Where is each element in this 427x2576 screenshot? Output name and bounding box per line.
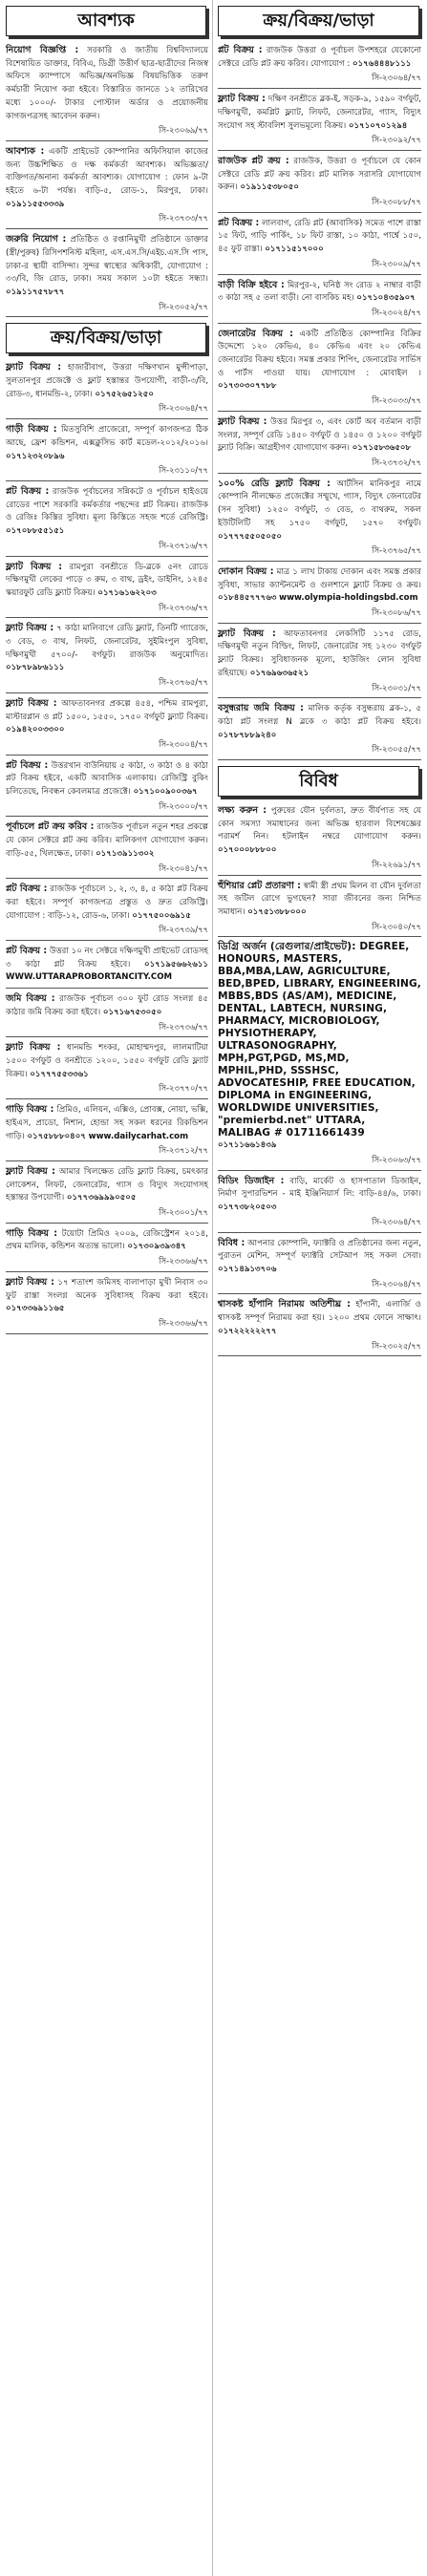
ad-headline: বিডিং ডিজাইন : — [218, 1175, 285, 1186]
ad-headline: ফ্ল্যাট বিক্রয় : — [6, 1042, 61, 1054]
ad-reference: সি-২৩০৪০/৭৭ — [372, 921, 421, 931]
ad-website: www.olympia-holdingsbd.com — [279, 593, 418, 604]
classified-ad — [4, 361, 210, 415]
ad-headline: ফ্ল্যাট বিক্রয় : — [6, 1165, 55, 1177]
ad-body: মিরপুর-২, ঘনিষ্ঠ সং রোড ২ নাম্বার বাড়ী ৩ কাঠা সহ ৫ তলা বাড়ী। নো বাসকিচ মহ। — [218, 280, 422, 304]
section-banner-wanted: আবশ্যক — [6, 6, 206, 36]
classified-ad — [4, 820, 210, 875]
ad-phone: ০১৭৭৩৮২০৫০৩ — [218, 1203, 277, 1213]
right-ads-misc — [216, 804, 423, 1356]
ad-website: www.dailycarhat.com — [88, 1131, 189, 1141]
ad-headline: হুঁশিয়ার প্লেট প্রতারণা : — [218, 880, 301, 891]
ad-separator — [218, 875, 421, 876]
ad-separator — [218, 623, 421, 624]
ad-reference: সি-২৩০০০/৭৭ — [159, 800, 208, 811]
classified-ad — [216, 155, 423, 209]
ad-reference: সি-২৩০৬৪/৭৭ — [372, 73, 421, 83]
ad-body: প্রিমিও, এলিয়ন, এক্সিও, প্রোবক্স, নোয়া, ভক্সি, হাইএস, প্রাডো, নিশান, হোন্ডা সহ সকল ধরনের রিকন্ডিশন গাড়ি। — [6, 1105, 208, 1141]
left-column — [4, 0, 210, 2576]
ad-separator — [218, 1355, 421, 1356]
ad-body: উত্তরা ১০ নং সেক্টরে দক্ষিণমুখী প্রাইভেট রোডসহ ৩ কাঠা প্লট বিক্রয় হইবে। — [6, 947, 209, 969]
ad-phone: ০১৭৩০৩০৭৭৮৮ — [218, 381, 277, 392]
ad-body: আর্টসিন মানিকপুর নামে কোম্পানি নীলক্ষেত প্রজেক্টের সম্মুখে, গ্যাস, বিদ্যুৎ জেনারেটর (সন সুবিধা) ১২৫০ বর্গফুট, ৩ বেড, ৩ বাথরুম, সকল ইউটিলিটি সহ ১৭৫০ বর্গফুট, ১৫৭০ বর্গফুট। — [218, 479, 421, 528]
ad-reference: সি-২৩৭৩৬/৭৭ — [159, 602, 208, 612]
ad-phone: ০১৭১৬৭৫৩০৫০ — [102, 1007, 162, 1017]
ad-reference: সি-২৩৭৩৩/৭৭ — [159, 213, 208, 224]
ad-phone: ০১৮৪৪৫৭৭৭৬৩ — [218, 593, 277, 604]
ad-separator — [218, 1293, 421, 1294]
ad-body: রাজউক পূর্বাচল ৩০০ ফুট রোড সংলগ্ন ৪৫ কাঠার জমি বিক্রয় করা হইবে। — [6, 994, 208, 1017]
ad-separator — [218, 411, 421, 412]
ad-body: ধানমন্ডি শংকর, মোহাম্মদপুর, লালমাটিয়া ১৫০০ বর্গফুট ও বনশ্রীতে ১২০০, ১৫৫০ বর্গফুট রেডি ফ্ল্যাট বিক্রয়। — [6, 1043, 209, 1079]
ad-headline: ফ্ল্যাট বিক্রয় : — [6, 623, 54, 634]
ad-headline: জেনারেটর বিক্রয় : — [218, 328, 293, 339]
ad-phone: ০১৭১১৬৬১৪৩৯ — [218, 1140, 277, 1151]
ad-separator — [218, 936, 421, 937]
ad-separator — [218, 561, 421, 562]
ad-separator — [6, 228, 208, 229]
ad-reference: সি-২৩০৩১/৭৭ — [372, 682, 421, 692]
ad-reference: সি-২৩৭৬৫/৭৭ — [372, 545, 421, 556]
ad-reference: সি-২৩৭৩২/৭৭ — [372, 457, 421, 467]
classified-ad — [216, 478, 423, 558]
ad-headline: ফ্ল্যাট বিক্রয় : — [6, 1276, 54, 1288]
ad-headline: লক্ষ্য করুন : — [218, 805, 267, 817]
ad-body: আফতাবনগর প্রকল্পে ৪৫৪, পশ্চিম রামপুরা, মাস্টারপ্লান ও প্লট ১৫০০, ১৫৫০, ১৭৫০ বর্গফুট ফ্ল্যাট বিক্রয়। — [6, 698, 208, 722]
ad-phone: ০১৯৪২০০৩৩০০ — [6, 725, 65, 735]
classified-ad — [4, 1227, 210, 1268]
ad-reference: সি-২৩০০৪/৭৭ — [159, 738, 208, 749]
classified-ad — [4, 759, 210, 814]
classified-ad — [4, 1103, 210, 1158]
ad-reference: সি-২৩৩৬৬/৭৭ — [159, 1317, 208, 1328]
classified-ad — [4, 1276, 210, 1331]
ad-phone: ০১৯১১৫৩৮০৫০ — [240, 182, 299, 193]
ad-separator — [6, 1271, 208, 1272]
classified-ad — [4, 622, 210, 690]
classified-ad — [4, 485, 210, 553]
right-column — [216, 0, 423, 2576]
classified-ad — [216, 93, 423, 147]
classified-ad — [216, 880, 423, 934]
classified-ad — [4, 145, 210, 225]
ad-reference: সি-২৩০২৪/৭৭ — [372, 307, 421, 317]
classified-ad — [216, 941, 423, 1166]
ad-phone: ০১৭১২৩২০৮৯৬ — [6, 451, 65, 461]
ad-separator — [6, 617, 208, 618]
ad-reference: সি-২৩০৬৪/৭৭ — [372, 1216, 421, 1226]
ad-headline: ফ্ল্যাট বিক্রয় : — [218, 628, 276, 639]
ad-separator — [6, 1036, 208, 1037]
ad-phone: ০১৭১১৫১৭০০০ — [265, 245, 324, 255]
classified-ad — [216, 328, 423, 408]
classified-ad — [216, 1237, 423, 1291]
ad-body: স্বামী স্ত্রী প্রথম মিলন বা যৌন দুর্বলতা সহ জটিল রোগে ভুগছেন? সারা জীবনের জন্য নিশ্চিত সমাধান। — [218, 881, 421, 917]
ad-phone: ০১৭০৮৮৫৫১৫১ — [6, 526, 65, 537]
ad-body: রাজউক পূর্বাচল নতুন শহর প্রকল্পে যে কোন সেক্টরে প্লট ক্রয় করিব। মালিকগণ যোগাযোগ করুন। বাড়ি-৫৫, খিলক্ষেত, ঢাকা। — [6, 822, 208, 859]
classified-ad — [216, 804, 423, 872]
classified-ad — [216, 415, 423, 470]
ad-reference: সি-২৩৭১২/৭৭ — [159, 1145, 208, 1156]
ad-body: রাজউক উত্তরা ও পূর্বাচল উপশহরে যেকোনো সেক্টরে রেডি প্লট ক্রয় করিব। যোগাযোগ : — [218, 46, 421, 69]
ad-headline: গাড়ি বিক্রয় : — [6, 1227, 57, 1239]
ad-headline: প্লট বিক্রয় : — [6, 946, 48, 957]
ad-phone: ০১৯১১৭৫৭৮৭৭ — [6, 287, 65, 297]
right-ads-buy-sell — [216, 44, 423, 760]
ad-separator — [6, 140, 208, 141]
ad-headline: প্লট বিক্রয় : — [6, 884, 48, 895]
ad-reference: সি-২৩৩৬৬/৭৭ — [159, 1256, 208, 1267]
ad-headline: বসুন্ধরায় জমি বিক্রয় : — [218, 703, 304, 714]
ad-reference: সি-২৩৭৩৬/৭৭ — [159, 1021, 208, 1032]
ad-reference: সি-২৩০৫৫/৭৭ — [372, 744, 421, 755]
ad-reference: সি-২৩১১০/৭৭ — [159, 465, 208, 476]
ad-separator — [6, 1098, 208, 1099]
ad-website: WWW.UTTARAPROBORTANCITY.COM — [6, 972, 173, 983]
classified-ad — [4, 697, 210, 752]
classified-ad — [4, 423, 210, 478]
ad-headline: ফ্ল্যাট বিক্রয় : — [6, 697, 57, 709]
ad-headline: প্লট বিক্রয় : — [218, 45, 263, 55]
ad-body: ৭ কাঠা মালিবাগে রেডি ফ্ল্যাট, তিনটি গ্যারেজ, ৩ বেড, ৩ বাথ, লিফট, জেনারেটর, সুইমিংপুল সুবিধা, দক্ষিণমুখী ৫৭০০/- বর্গফুট। রাজউক অনুমোদিত। — [6, 624, 208, 660]
ad-separator — [6, 755, 208, 756]
ad-headline: আবশ্যক : — [6, 145, 45, 157]
ad-body: লালবাগ, রেডি প্লট (আবাসিক) সমেত পাশে রাস্তা ১৫ ফিট, গাড়ি পার্কিং, ১৮ ফিট রাস্তা, ১০ কাঠা, পার্শ্বে ১৫০, ৪৫ ফুট রাস্তা। — [218, 218, 422, 255]
ad-separator — [218, 274, 421, 275]
ad-phone: ০১৭৫৮৮৮০৪০৭ — [27, 1131, 86, 1141]
ad-body: হাজারীবাগ, উত্তরা দক্ষিণখান মুন্সীপাড়া, সুলতানপুর প্রজেক্টে ও ফ্লাট হস্তান্তর উপযোগী, বাড়ী-৩/বি, রোড-৩, ধানমন্ডি-২, ঢাকা। — [6, 363, 209, 399]
ad-phone: ০১৭১০০৯০০৩৬৭ — [133, 787, 198, 798]
classified-ad — [4, 44, 210, 138]
ad-phone: ০১৭৬৪৪৪৮১১১ — [352, 58, 412, 69]
ad-separator — [6, 816, 208, 817]
ad-reference: সি-২৩০০৯/৭৭ — [372, 258, 421, 268]
ad-phone: ০১৭১৬১৬২২০৩ — [97, 587, 157, 598]
classified-ad — [4, 883, 210, 937]
ad-phone: ০১৮৭৮৯৮৬১১১ — [6, 663, 65, 673]
ad-body: মাত্র ১ লাখ টাকায় দোকান এবং সমস্ত প্রকার সুবিধা, সাভার ক্যান্টনমেন্ট ও গুলশানে ফ্ল্যাট বিক্রয় ও ক্রয়। — [218, 566, 421, 590]
ad-body: মালিক কর্তৃক বসুন্ধরায় ব্লক-১, ৫ কাঠা প্লট সংলগ্ন N ব্লকে ৩ কাঠা প্লট বিক্রয় হইবে। — [218, 704, 422, 727]
ad-phone: ০১৭১৯৫৬৬২৬১১ — [144, 959, 208, 969]
classified-ad — [216, 1175, 423, 1229]
ad-phone: ০১৭৩৩৬৯১১৬৫ — [6, 1304, 65, 1314]
ad-phone: ০১৭৫২৬৫১২৫০ — [95, 389, 154, 399]
ad-separator — [218, 88, 421, 89]
ad-body: হাঁপানী, এলার্জি ও শ্বাসকষ্ট সম্পূর্ণ নিরাময় করা হয়। ১২০০ প্রথম ফোনে সাক্ষাৎ। — [218, 1300, 421, 1324]
classified-ad — [4, 992, 210, 1033]
ad-headline: বাড়ী বিক্রি হইবে : — [218, 279, 285, 290]
ad-phone: ০১৭২২২২২২৭৭ — [218, 1326, 277, 1336]
ad-phone: ০১৭৭৫০০৬৯১৫ — [132, 910, 191, 921]
ad-phone: ০১৭৭৭৫৫৩৩৬১ — [30, 1069, 89, 1079]
ad-separator — [218, 323, 421, 324]
ad-body: উত্তরখান বাউনিয়ায় ৫ কাঠা, ৩ কাঠা ও ৪ কাঠা প্লট বিক্রয় হইবে, একটি আবাসিক এলাকায়। রেজিস্ট্রি বুকিং চলিতেছে, নিবন্ধন কেবলমাত্র প্রজেক্টে। — [6, 760, 208, 798]
ad-body: প্রতিষ্ঠিত ও রপ্তানিমুখী প্রতিষ্ঠানে ডাক্তার (স্ত্রী/পুরুষ) রিসিপশনিস্ট মহিলা, এস.এস.সি/এইচ.এস.সি পাস, ঢাকা-র স্থায়ী বাসিন্দা। সুন্দর স্বাস্থ্যের অধিকারী, যোগাযোগ : ৩৩/বি, জি রোড, ঢাকা। সময় সকাল ১০টা হইতে সন্ধ্যা। — [6, 235, 208, 285]
ad-reference: সি-২৩৭৭০/৭৭ — [159, 1083, 208, 1094]
ad-reference: সি-২৩০৬৯/৭৭ — [159, 125, 208, 136]
ad-phone: ০১৭৭৭৫৫০৫০৫০ — [218, 531, 282, 542]
ad-separator — [6, 878, 208, 879]
classified-ad — [4, 561, 210, 615]
ad-headline: ফ্ল্যাট বিক্রয় : — [218, 415, 267, 427]
ad-separator — [6, 1160, 208, 1161]
left-ads-wanted — [4, 44, 210, 317]
classified-ad — [216, 565, 423, 620]
ad-headline: দোকান বিক্রয় : — [218, 565, 274, 577]
ad-phone: ০১৭১০৭০১২৯৪ — [348, 120, 408, 131]
ad-reference: সি-২৩০৮৮/৭৭ — [372, 197, 421, 207]
ad-separator — [6, 692, 208, 693]
ad-body: মিতসুবিশি প্রাজেরো, সম্পূর্ণ কাগজপত্র ঠিক আছে, ফ্রেশ কন্ডিশন, এক্সক্লুসিভ কার্ট মডেল-২০১২/২০১৬। — [6, 425, 209, 448]
ad-separator — [6, 418, 208, 419]
ad-reference: সি-২৩০৬৪/৭৭ — [159, 403, 208, 414]
classified-ad — [216, 279, 423, 320]
ad-reference: সি-২২৬৯১/৭৭ — [372, 859, 421, 869]
ad-phone: ০১৭০০০৮৮৮০০ — [218, 845, 277, 856]
ad-reference: সি-২৩০০১/৭৭ — [159, 1207, 208, 1218]
ad-separator — [6, 988, 208, 989]
ad-phone: ০১৭১৪৯১৩৭০৬ — [218, 1265, 277, 1274]
column-divider — [212, 0, 213, 2576]
ad-headline: ফ্ল্যাট বিক্রয় : — [6, 561, 62, 572]
ad-separator — [218, 473, 421, 474]
section-banner-buy-sell-rent: ক্রয়/বিক্রয়/ভাড়া — [218, 6, 419, 36]
ad-headline: প্লট বিক্রয় : — [6, 759, 49, 771]
ad-phone: ০১৭৭৩৬৯৯৯০৫০৫ — [66, 1193, 137, 1203]
ad-body: একটি প্রাইভেট কোম্পানির অফিসিয়াল কাজের জন্য উচ্চশিক্ষিত ও দক্ষ কর্মকর্তা আবশ্যক। অভিজ্ঞতা/ব্যক্তিগত/অনান্য কর্মকর্তা আবশ্যক। যোগাযোগ : ফোন ৯-টা হইতে ৬-টা পর্যন্ত। বাড়ি-৫, রোড-১, মিরপুর, ঢাকা। — [6, 146, 208, 197]
ad-reference: সি-২৩০৪১/৭৭ — [159, 862, 208, 873]
ad-body: বাড়ি, মার্কেট ও হাসপাতাল ডিজাইন, নির্মাণ সুপারভিশন - মাই ইঞ্জিনিয়ার্স লি: বাড়ি-৪৪/৬, ঢাকা। — [218, 1176, 421, 1200]
ad-separator — [218, 150, 421, 151]
ad-body: ১৭ শতাংশ জমিসহ বালাপাড়া মুখী নিবাস ৩০ ফুট রাস্তা সংলগ্ন অনেক সুবিধাসহ বিক্রয় করা হইবে। — [6, 1277, 208, 1301]
section-banner-miscellaneous: বিবিধ — [218, 766, 419, 797]
ad-reference: সি-২৩০৩৩/৭৭ — [372, 395, 421, 406]
ad-headline: বিবিধ : — [218, 1237, 246, 1248]
ad-phone: ০১৭১৫৮৩৬৫০৮ — [352, 443, 412, 454]
ad-body: উত্তর মিরপুর ৩, এবং কোর্ট অব বর্তমান বাড়ী সংলগ্ন, সম্পূর্ণ রেডি ১৪৫০ বর্গফুট ও ১৪৫০ ও ১২০০ বর্গফুট ফ্ল্যাট বিক্রি। আগ্রহীগণ যোগাযোগ করুন। — [218, 416, 421, 454]
ad-reference: সি-২৩০৬৩/৭৭ — [372, 1155, 421, 1165]
ad-separator — [6, 480, 208, 481]
classified-ad — [216, 217, 423, 271]
ad-body: সরকারি ও জাতীয় বিশ্ববিদ্যালয়ে বিশেষায়িত ডাক্তার, বিবিএ, ডিগ্রী উত্তীর্ণ ছাত্র-ছাত্রীদের নিজস্ব অফিসে ক্যাম্পাসে অভিজ্ঞ/অনভিজ্ঞ বিষয়ভিত্তিক তরুণ কর্মচারী নিয়োগ করা হইবে। বিস্তারিত জানতে ১২ তারিখের মধ্যে ১০০০/- টাকার পোস্টাল অর্ডার ও প্রয়োজনীয় কাগজপত্রসহ আবেদন করুন। — [6, 46, 209, 121]
ad-separator — [6, 1333, 208, 1334]
ad-headline: ১০০% রেডি ফ্ল্যাট বিক্রয় : — [218, 478, 331, 489]
ad-separator — [218, 1170, 421, 1171]
classified-ad — [4, 233, 210, 313]
ad-reference: সি-২৩৭৩৯/৭৭ — [159, 925, 208, 935]
ad-reference: সি-২৩৭১৬/৭৭ — [159, 540, 208, 550]
ad-separator — [218, 697, 421, 698]
ad-separator — [6, 940, 208, 941]
ad-body: আপনার কোম্পানি, ফ্যাক্টরি ও প্রতিষ্ঠানের জন্য নতুন, পুরাতন মেশিন, সম্পূর্ণ ফ্যাক্টরি সেটআপ সহ সকল সেবা। — [218, 1238, 421, 1262]
ad-separator — [218, 212, 421, 213]
ad-phone: ০১৭৬৯৬৩৬৫২১ — [249, 668, 310, 678]
ad-reference: সি-২৩০২৫/৭৭ — [372, 1340, 421, 1351]
ad-reference: সি-২৩৭৬৫/৭৭ — [159, 677, 208, 688]
ad-body: রাজউক পূর্বাচলে ১, ২, ৩, ৪, ৫ কাঠা প্লট বিক্রয় করা হইবে। সম্পূর্ণ কাগজপত্র প্রস্তুত ও দ্রুত রেজিস্ট্রি। যোগাযোগ : বাড়ি-১২, রোড-৬, ঢাকা। — [6, 884, 209, 921]
ad-headline: জরুরি নিয়োগ : — [6, 234, 67, 245]
ad-reference: সি-২৩০৮৬/৭৭ — [372, 607, 421, 618]
section-banner-buy-sell-rent: ক্রয়/বিক্রয়/ভাড়া — [6, 323, 206, 353]
ad-phone: ০১৯১১৫৫৩৩৩৯ — [6, 199, 65, 209]
ad-phone: ০১৭৫১৩৮৮০০০ — [247, 906, 307, 917]
ad-reference: সি-২৩০৯২/৭৭ — [372, 135, 421, 145]
ad-body: টয়োটা প্রিমিও ২০০৯, রেজিস্ট্রেশন ২০১৪, প্রথম মালিক, কন্ডিশন অত্যন্ত ভালো। — [6, 1228, 209, 1252]
ad-headline: রাজউক প্লট ক্রয় : — [218, 155, 289, 166]
ad-separator — [6, 556, 208, 557]
ad-body: আমার খিলক্ষেত রেডি ফ্ল্যাট বিক্রয়, চমৎকার লোকেশন, লিফট, জেনারেটর, গ্যাস ও বিদ্যুৎ সংযোগসহ হস্তান্তর উপযোগী। — [6, 1166, 208, 1203]
ad-headline: ফ্ল্যাট বিক্রয় : — [218, 94, 266, 105]
classified-ad — [4, 1165, 210, 1220]
ad-headline: শ্বাসকষ্ট হাঁপানি নিরাময় অতিশীঘ্র : — [218, 1299, 351, 1310]
ad-body: পুরুষের যৌন দুর্বলতা, দ্রুত বীর্যপাত সহ যে কোন সমস্যা সমাধানের জন্য অভিজ্ঞ হারবাল বিশেষজ্ঞের পরামর্শ নিন। হটলাইন নম্বরে যোগাযোগ করুন। — [218, 806, 422, 842]
classified-ad — [216, 1298, 423, 1352]
ad-body: দক্ষিণ বনশ্রীতে ব্লক-ই, সড়ক-৯, ১৫৯০ বর্গফুট, দক্ষিণমুখী, কমপ্লিট ফ্ল্যাট, লিফট, জেনারেটর, গ্যাস, বিদ্যুৎ সংযোগ সহ স্টাবলিশ সুলভমূল্যে বিক্রয়। — [218, 95, 422, 131]
ad-body: একটি প্রতিষ্ঠিত কোম্পানির বিক্রির উদ্দেশ্যে ১২০ কেভিএ, ৪০ কেভিএ এবং ২০ কেভিএ জেনারেটর বিক্রয় হইবে। সমস্ত প্রকার শিপিং, জেনারেটর সার্ভিস ও পার্টস পাওয়া যায়। যোগাযোগ : মোবাইল । — [218, 329, 422, 378]
classified-ad — [216, 628, 423, 695]
ad-body: রাজউক পূর্বাচলের সন্নিকটে ও পূর্বাচল হাইওয়ে রোডের পাশে সরকারি কর্মকর্তার পছন্দের প্লট বিক্রয়। রাজউক ও রেজিঃ কিস্তির সুবিধা। মূল্য কিস্তিতে সহজ শর্তে রেজিস্ট্রি। — [6, 486, 208, 523]
ad-body: রাজউক, উত্তরা ও পূর্বাচলে যে কোন সেক্টরে রেডি প্লট ক্রয় করিব। প্লট মালিক সরাসরি যোগাযোগ করুন। — [218, 156, 421, 193]
classified-ad — [216, 44, 423, 85]
ad-reference: সি-২৩০৬৪/৭৭ — [372, 1278, 421, 1288]
ad-headline: প্লট বিক্রয় : — [218, 217, 260, 228]
ad-body: আফতাবনগর লেকসিটি ১১৭৫ রোড, দক্ষিণমুখী নতুন বিল্ডিং, লিফট, জেনারেটর সহ ১২৩০ বর্গফুট ফ্ল্যাট বিক্রয়। সুবিধাজনক মূল্যে, হাউজিং লোন সুবিধা রহিয়াছে। — [218, 628, 421, 678]
ad-reference: সি-২৩০৫২/৭৭ — [159, 301, 208, 311]
classified-ad — [4, 945, 210, 985]
ad-headline: প্লট বিক্রয় : — [6, 485, 50, 497]
classified-ad — [4, 1041, 210, 1096]
ad-headline: নিয়োগ বিজ্ঞপ্তি : — [6, 45, 79, 55]
classified-ad — [216, 702, 423, 756]
ad-highlight-text: ডিগ্রি অর্জন (রেগুলার/প্রাইভেট): DEGREE, HONOURS, MASTERS, BBA,MBA,LAW, AGRICULTURE, BED,BPED, LIBRARY, ENGINEERING, MBBS,BDS (AS/AM), MEDICINE, DENTAL, LABTECH, NURSING, PHARMACY, MICROBIOLOGY, PHYSIOTHERAPY, ULTRASONOGRAPHY, MPH,PGT,PGD, MS,MD, MPHIL,PHD, SSSHSC, ADVOCATESHIP, FREE EDUCATION, DIPLOMA in ENGINEERING, WORLDWIDE UNIVERSITIES, "premierbd.net" UTTARA, MALIBAG # 01711661439 — [218, 941, 421, 1139]
ad-separator — [218, 1232, 421, 1233]
ad-headline: গাড়ি বিক্রয় : — [6, 1104, 54, 1116]
ad-phone: ০১৭১৩৯১১৩০২ — [96, 848, 155, 859]
ad-headline: পূর্বাচলে প্লট ক্রয় করিব : — [6, 821, 95, 833]
left-ads-buy-sell — [4, 361, 210, 1333]
ad-separator — [218, 759, 421, 760]
ad-phone: ০১৭৮৭৮৮৯২৪০ — [218, 730, 277, 740]
ad-separator — [6, 316, 208, 317]
ad-phone: ০১৭১০৪৩৫৯০৭ — [356, 293, 416, 304]
ad-headline: জমি বিক্রয় : — [6, 993, 55, 1005]
ad-separator — [6, 1223, 208, 1224]
ad-phone: ০১৭৩০৯৩৯৩৪৭ — [127, 1242, 186, 1252]
ad-headline: ফ্ল্যাট বিক্রয় : — [6, 362, 61, 373]
ad-body: রামপুরা বনশ্রীতে ডি-ব্লকে ৫নং রোডে দক্ষিণমুখী লেকের পাড়ে ৩ রুম, ৩ বাথ, ড্রইং, ডাইনিং, ১২৪৫ স্কয়ারফুট রেডি ফ্ল্যাট বিক্রয়। — [6, 562, 208, 598]
ad-headline: গাড়ী বিক্রয় : — [6, 424, 57, 436]
